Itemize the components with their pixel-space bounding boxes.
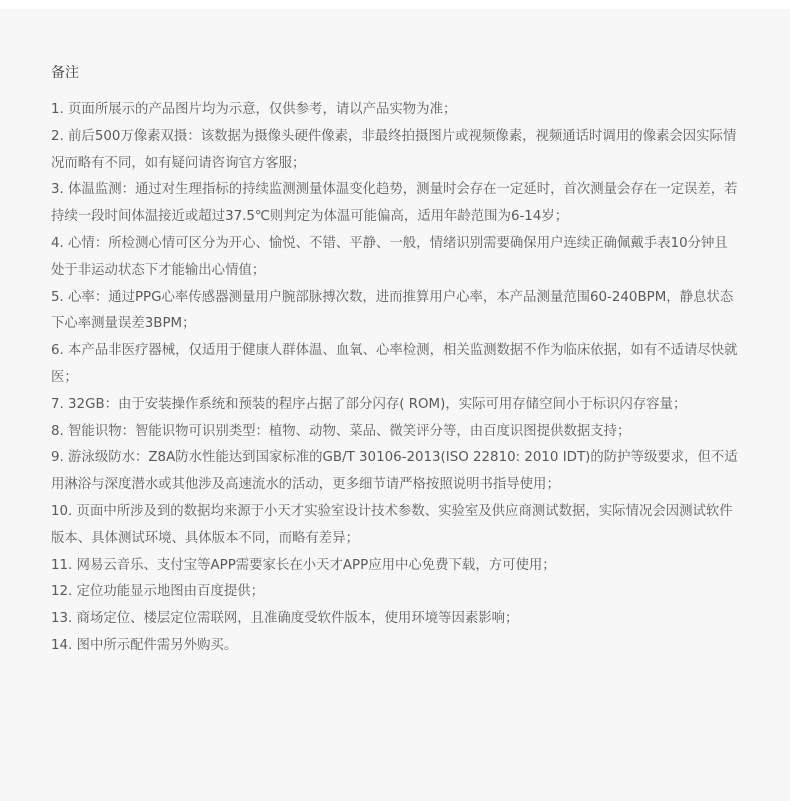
note-item-2: 2. 前后500万像素双摄：该数据为摄像头硬件像素，非最终拍摄图片或视频像素，视频通话时调用的像素会因实际情况而略有不同，如有疑问请咨询官方客服； (51, 128, 737, 171)
notes-section (51, 63, 741, 660)
note-item-13: 13. 商场定位、楼层定位需联网，且准确度受软件版本，使用环境等因素影响； (51, 611, 519, 627)
note-item-3: 3. 体温监测：通过对生理指标的持续监测测量体温变化趋势，测量时会存在一定延时，首次测量会存在一定误差，若持续一段时间体温接近或超过37.5℃则判定为体温可能偏高，适用年龄范围为6-14岁； (51, 182, 738, 225)
note-item-11: 11. 网易云音乐、支付宝等APP需要家长在小天才APP应用中心免费下载，方可使用； (51, 557, 556, 573)
notes-list (51, 97, 741, 660)
note-item-12: 12. 定位功能显示地图由百度提供； (51, 584, 265, 600)
note-item-1: 1. 页面所展示的产品图片均为示意，仅供参考，请以产品实物为准； (51, 102, 457, 117)
note-item-4: 4. 心情：所检测心情可区分为开心、愉悦、不错、平静、一般，情绪识别需要确保用户连续正确佩戴手表10分钟且处于非运动状态下才能输出心情值； (51, 235, 728, 278)
top-bar (0, 0, 790, 9)
note-item-7: 7. 32GB：由于安装操作系统和预装的程序占据了部分闪存( ROM)，实际可用存储空间小于标识闪存容量； (51, 396, 687, 412)
note-item-9: 9. 游泳级防水：Z8A防水性能达到国家标准的GB/T 30106-2013(ISO 22810: 2010 IDT)的防护等级要求，但不适用淋浴与深度潜水或其他涉及高速流水的活动，更多细节请严格按照说明书指导使用； (51, 450, 738, 493)
note-item-8: 8. 智能识物：智能识物可识别类型：植物、动物、菜品、微笑评分等，由百度识图提供数据支持； (51, 423, 631, 439)
note-item-10: 10. 页面中所涉及到的数据均来源于小天才实验室设计技术参数、实验室及供应商测试数据，实际情况会因测试软件版本、具体测试环境、具体版本不同，而略有差异； (51, 503, 733, 546)
note-item-5: 5. 心率：通过PPG心率传感器测量用户腕部脉搏次数，进而推算用户心率，本产品测量范围60-240BPM，静息状态下心率测量误差3BPM； (51, 289, 734, 332)
note-item-14: 14. 图中所示配件需另外购买。 (51, 637, 238, 653)
notes-title: 备注 (51, 65, 79, 81)
note-item-6: 6. 本产品非医疗器械，仅适用于健康人群体温、血氧、心率检测，相关监测数据不作为临床依据，如有不适请尽快就医； (51, 343, 738, 385)
